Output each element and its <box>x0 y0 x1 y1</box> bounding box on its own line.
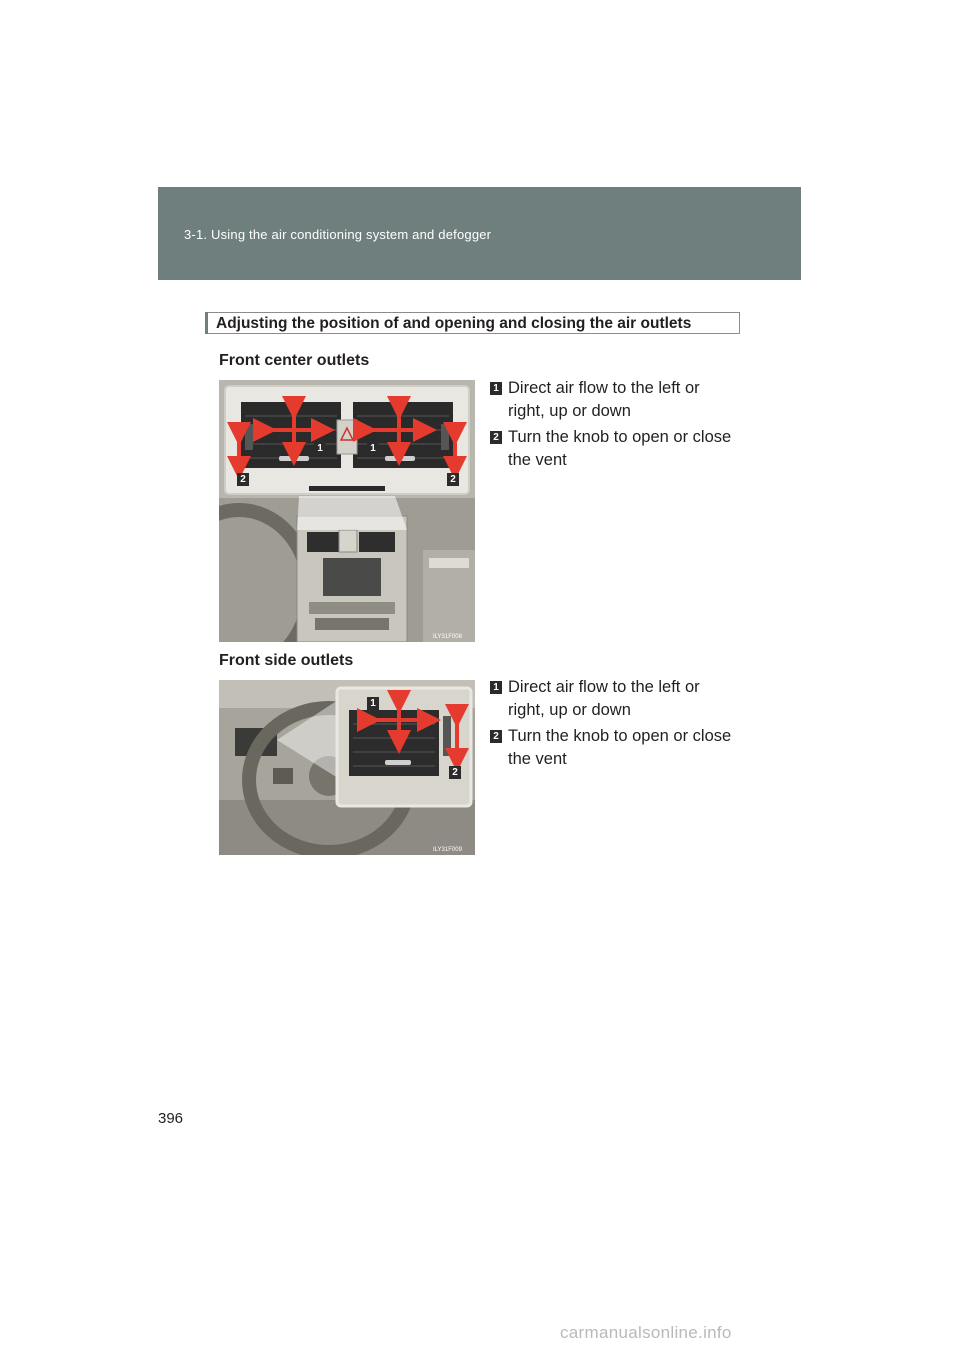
center-outlets-figure <box>219 380 475 642</box>
section-heading-box <box>205 312 740 334</box>
side-figure-code: ILY31F009 <box>433 847 462 853</box>
side-item-2-number: 2 <box>490 730 502 743</box>
callout-2-right: 2 <box>447 473 459 486</box>
side-callout-2: 2 <box>449 766 461 779</box>
center-item-2 <box>490 426 740 472</box>
chapter-header-band <box>158 187 801 280</box>
center-item-1-text: Direct air flow to the left or right, up or down <box>508 379 700 420</box>
center-outlets-title: Front center outlets <box>219 352 370 369</box>
side-item-2 <box>490 725 740 771</box>
center-item-2-number: 2 <box>490 431 502 444</box>
watermark: carmanualsonline.info <box>560 1323 732 1342</box>
side-item-1 <box>490 676 740 722</box>
side-item-1-text: Direct air flow to the left or right, up or down <box>508 678 700 719</box>
page-number: 396 <box>158 1110 184 1127</box>
heading-accent-bar <box>205 312 208 334</box>
center-item-2-text: Turn the knob to open or close the vent <box>508 428 732 469</box>
side-item-2-text: Turn the knob to open or close the vent <box>508 727 732 768</box>
side-outlets-figure <box>219 680 475 855</box>
section-heading: Adjusting the position of and opening and closing the air outlets <box>216 315 692 332</box>
center-figure-code: ILY31F008 <box>433 634 462 640</box>
side-callout-1: 1 <box>367 697 379 710</box>
center-item-1 <box>490 377 740 423</box>
callout-2-left: 2 <box>237 473 249 486</box>
chapter-section-title: 3-1. Using the air conditioning system and defogger <box>184 227 492 242</box>
center-item-1-number: 1 <box>490 382 502 395</box>
callout-1-left: 1 <box>314 442 326 455</box>
side-outlets-title: Front side outlets <box>219 652 354 669</box>
callout-1-right: 1 <box>367 442 379 455</box>
side-outlets-illustration <box>219 680 475 855</box>
center-outlets-illustration <box>219 380 475 642</box>
side-item-1-number: 1 <box>490 681 502 694</box>
